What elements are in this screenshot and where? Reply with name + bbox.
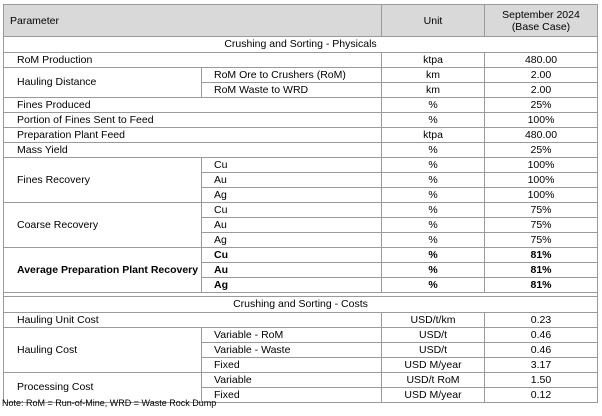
row-unit: USD M/year [382,388,485,403]
row-value: 75% [485,218,598,233]
row-sublabel: RoM Waste to WRD [202,83,382,98]
table-row [4,328,598,343]
row-unit: % [382,188,485,203]
row-unit: USD/t RoM [382,373,485,388]
row-value: 25% [485,143,598,158]
row-sublabel: Au [202,263,382,278]
row-value: 100% [485,188,598,203]
row-sublabel: Variable - RoM [202,328,382,343]
row-sublabel: Variable - Waste [202,343,382,358]
row-unit: % [382,263,485,278]
row-sublabel: Au [202,218,382,233]
row-unit: USD/t/km [382,313,485,328]
row-unit: USD/t [382,328,485,343]
row-value: 81% [485,278,598,293]
row-unit: km [382,83,485,98]
row-sublabel: Ag [202,278,382,293]
row-value: 480.00 [485,53,598,68]
row-label: Processing Cost [4,373,202,403]
row-value: 75% [485,203,598,218]
row-value: 100% [485,173,598,188]
row-label: Mass Yield [4,143,382,158]
row-label: Fines Produced [4,98,382,113]
header-parameter: Parameter [4,5,382,37]
row-unit: % [382,203,485,218]
row-unit: % [382,158,485,173]
row-sublabel: Variable [202,373,382,388]
row-value: 0.23 [485,313,598,328]
row-unit: km [382,68,485,83]
row-value: 3.17 [485,358,598,373]
row-unit: USD/t [382,343,485,358]
row-sublabel: Fixed [202,358,382,373]
row-sublabel: Fixed [202,388,382,403]
row-label: Hauling Unit Cost [4,313,382,328]
header-value-line2: (Base Case) [511,20,571,33]
row-unit: % [382,143,485,158]
table-row [4,373,598,388]
row-value: 1.50 [485,373,598,388]
row-unit: % [382,278,485,293]
table-row [4,98,598,113]
table-row [4,53,598,68]
row-unit: USD M/year [382,358,485,373]
row-label: RoM Production [4,53,382,68]
header-unit: Unit [382,5,485,37]
row-label: Average Preparation Plant Recovery [4,248,202,293]
row-value: 2.00 [485,68,598,83]
parameters-table [3,4,598,403]
row-value: 100% [485,158,598,173]
header-value [485,5,598,37]
section-physicals-title: Crushing and Sorting - Physicals [4,37,598,53]
row-sublabel: Au [202,173,382,188]
table-footnote: Note: RoM = Run-of-Mine, WRD = Waste Rock Dump [2,398,217,408]
header-value-line1: September 2024 [502,8,580,21]
row-unit: % [382,248,485,263]
row-unit: % [382,98,485,113]
table-row [4,143,598,158]
row-unit: % [382,233,485,248]
row-label: Hauling Distance [4,68,202,98]
row-value: 25% [485,98,598,113]
table-row [4,248,598,263]
table-header-row [4,5,598,37]
section-title-row [4,37,598,53]
table-row [4,68,598,83]
row-value: 100% [485,113,598,128]
row-sublabel: Cu [202,248,382,263]
row-label: Coarse Recovery [4,203,202,248]
table-row [4,128,598,143]
section-costs-title: Crushing and Sorting - Costs [4,297,598,313]
row-label: Hauling Cost [4,328,202,373]
table-row [4,158,598,173]
row-value: 480.00 [485,128,598,143]
row-value: 0.46 [485,343,598,358]
row-value: 75% [485,233,598,248]
row-unit: % [382,218,485,233]
row-value: 0.46 [485,328,598,343]
row-unit: ktpa [382,53,485,68]
row-label: Fines Recovery [4,158,202,203]
row-unit: % [382,113,485,128]
row-sublabel: Ag [202,188,382,203]
row-unit: ktpa [382,128,485,143]
row-sublabel: Ag [202,233,382,248]
row-value: 81% [485,248,598,263]
row-sublabel: RoM Ore to Crushers (RoM) [202,68,382,83]
row-sublabel: Cu [202,158,382,173]
table-row [4,313,598,328]
section-title-row [4,297,598,313]
row-value: 81% [485,263,598,278]
row-sublabel: Cu [202,203,382,218]
row-label: Portion of Fines Sent to Feed [4,113,382,128]
table-row [4,113,598,128]
row-label: Preparation Plant Feed [4,128,382,143]
row-unit: % [382,173,485,188]
row-value: 0.12 [485,388,598,403]
row-value: 2.00 [485,83,598,98]
table-row [4,203,598,218]
